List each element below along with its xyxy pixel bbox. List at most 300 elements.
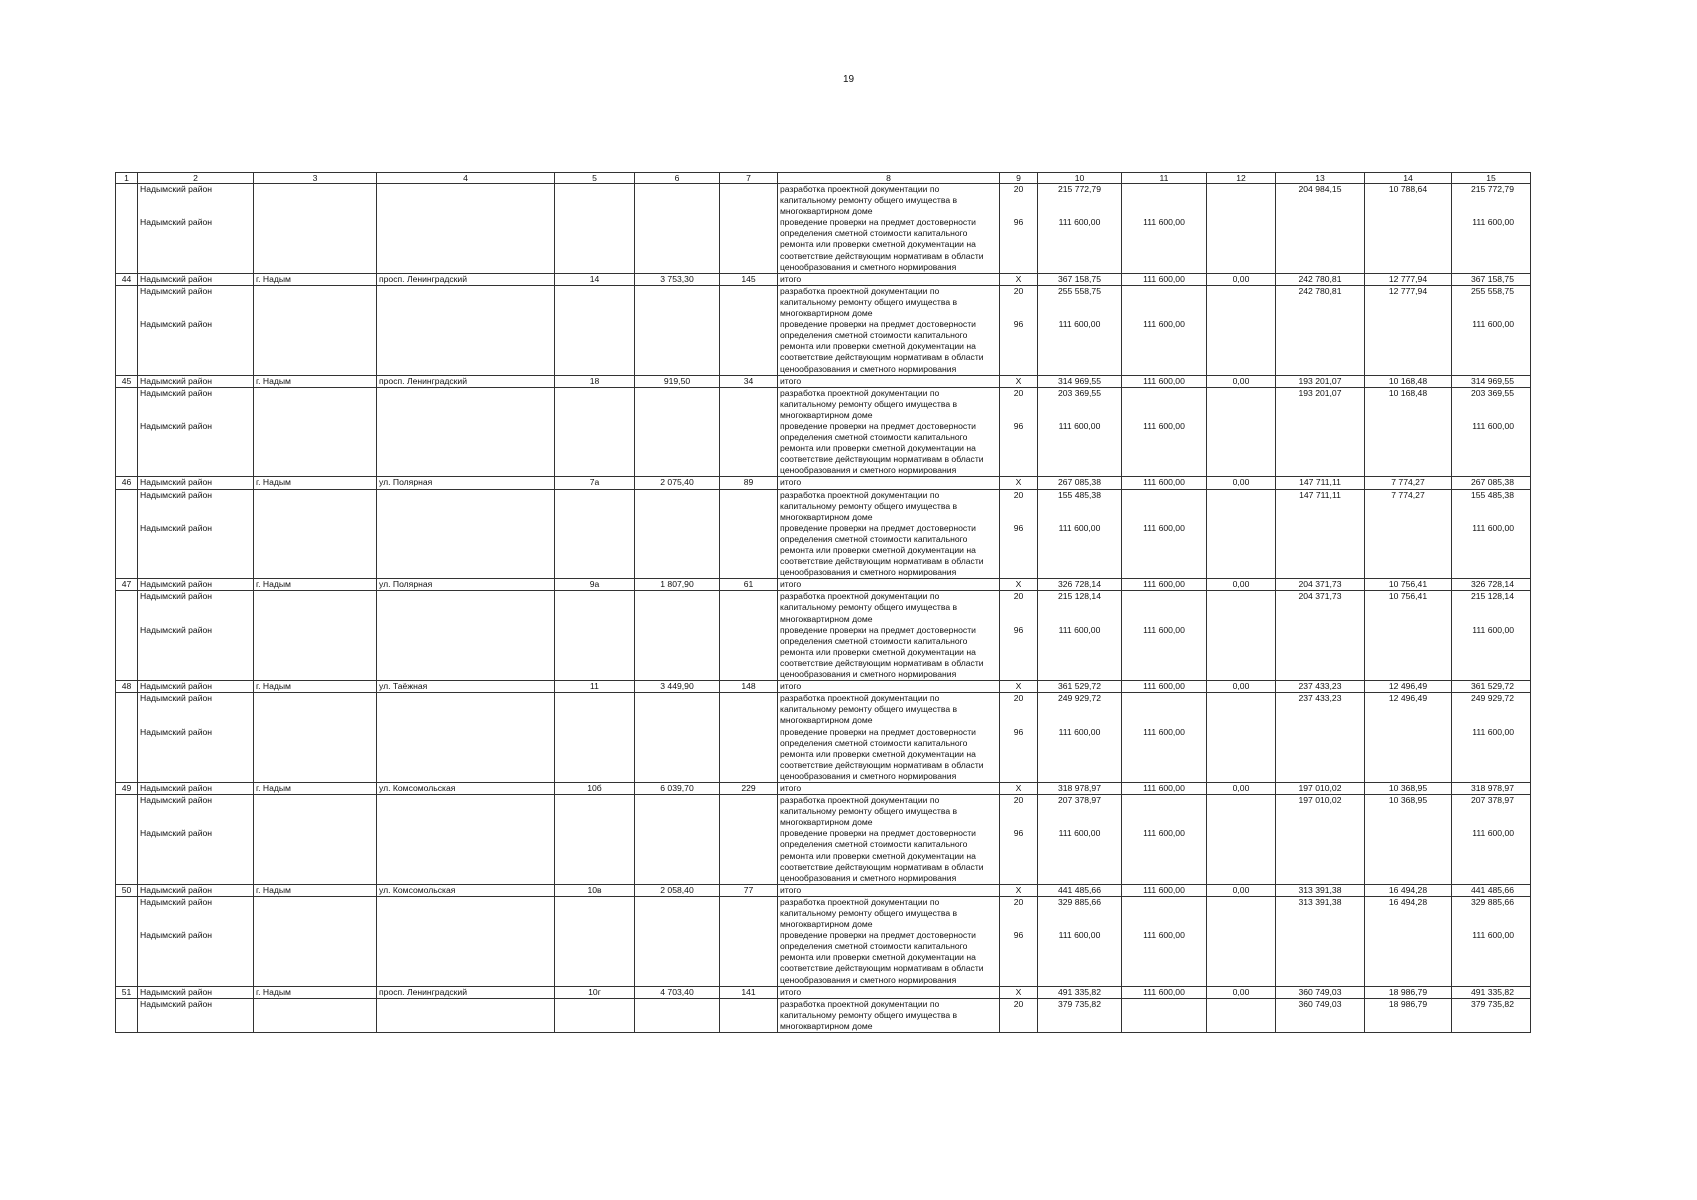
area-cell <box>635 285 720 319</box>
cost-col-13-cell: 360 749,03 <box>1276 986 1365 998</box>
cost-col-14-cell <box>1365 930 1452 986</box>
cost-col-15-cell: 379 735,82 <box>1452 998 1531 1032</box>
total-cost-cell: 111 600,00 <box>1038 421 1122 477</box>
work-type-cell: разработка проектной документации по капитальному ремонту общего имущества в многоквартирном доме <box>778 896 1000 930</box>
house-number-cell: 10г <box>555 986 635 998</box>
cost-col-12-cell <box>1207 285 1276 319</box>
cost-col-13-cell: 147 711,11 <box>1276 477 1365 489</box>
district-cell: Надымский район <box>138 795 254 829</box>
total-cost-cell: 441 485,66 <box>1038 884 1122 896</box>
work-type-cell: проведение проверки на предмет достоверности определения сметной стоимости капитального ремонта или проверки сметной документации на соответствие действующим нормативам в области ценообразования и сметного нормирования <box>778 727 1000 783</box>
street-cell <box>377 998 555 1032</box>
work-code-cell: X <box>1000 375 1038 387</box>
work-type-cell: разработка проектной документации по капитальному ремонту общего имущества в многоквартирном доме <box>778 489 1000 523</box>
cost-col-11-cell <box>1122 896 1207 930</box>
district-cell: Надымский район <box>138 591 254 625</box>
street-cell <box>377 795 555 829</box>
row-number-cell <box>116 828 138 884</box>
city-cell: г. Надым <box>254 477 377 489</box>
city-cell <box>254 285 377 319</box>
building-total-row <box>116 681 1531 693</box>
work-item-row <box>116 387 1531 421</box>
area-cell <box>635 998 720 1032</box>
cost-col-14-cell: 7 774,27 <box>1365 477 1452 489</box>
cost-col-11-cell: 111 600,00 <box>1122 375 1207 387</box>
cost-col-12-cell <box>1207 489 1276 523</box>
district-cell: Надымский район <box>138 884 254 896</box>
work-type-cell: итого <box>778 884 1000 896</box>
residents-cell <box>720 795 778 829</box>
street-cell <box>377 591 555 625</box>
work-item-row <box>116 285 1531 319</box>
residents-cell <box>720 828 778 884</box>
building-total-row <box>116 986 1531 998</box>
house-number-cell <box>555 795 635 829</box>
column-number: 7 <box>720 173 778 184</box>
cost-col-12-cell: 0,00 <box>1207 579 1276 591</box>
cost-col-12-cell <box>1207 319 1276 375</box>
street-cell <box>377 896 555 930</box>
column-number: 3 <box>254 173 377 184</box>
cost-col-14-cell: 10 756,41 <box>1365 591 1452 625</box>
residents-cell: 145 <box>720 273 778 285</box>
work-code-cell: 96 <box>1000 217 1038 273</box>
cost-col-11-cell: 111 600,00 <box>1122 625 1207 681</box>
building-total-row <box>116 375 1531 387</box>
residents-cell: 61 <box>720 579 778 591</box>
cost-col-13-cell: 242 780,81 <box>1276 285 1365 319</box>
cost-col-14-cell <box>1365 625 1452 681</box>
row-number-cell: 46 <box>116 477 138 489</box>
cost-col-15-cell: 491 335,82 <box>1452 986 1531 998</box>
district-cell: Надымский район <box>138 273 254 285</box>
cost-col-15-cell: 255 558,75 <box>1452 285 1531 319</box>
table-body <box>116 184 1531 1033</box>
work-item-row <box>116 828 1531 884</box>
work-item-row <box>116 930 1531 986</box>
cost-col-12-cell <box>1207 930 1276 986</box>
city-cell: г. Надым <box>254 375 377 387</box>
column-number-row <box>116 173 1531 184</box>
work-code-cell: 20 <box>1000 896 1038 930</box>
cost-col-15-cell: 215 772,79 <box>1452 184 1531 218</box>
repair-program-table <box>115 172 1531 1033</box>
city-cell: г. Надым <box>254 782 377 794</box>
area-cell: 4 703,40 <box>635 986 720 998</box>
cost-col-11-cell: 111 600,00 <box>1122 319 1207 375</box>
work-code-cell: 96 <box>1000 930 1038 986</box>
work-code-cell: 20 <box>1000 285 1038 319</box>
column-number: 11 <box>1122 173 1207 184</box>
district-cell: Надымский район <box>138 523 254 579</box>
column-number: 9 <box>1000 173 1038 184</box>
cost-col-12-cell: 0,00 <box>1207 884 1276 896</box>
total-cost-cell: 491 335,82 <box>1038 986 1122 998</box>
district-cell: Надымский район <box>138 727 254 783</box>
cost-col-14-cell <box>1365 421 1452 477</box>
residents-cell <box>720 727 778 783</box>
work-item-row <box>116 693 1531 727</box>
cost-col-13-cell <box>1276 523 1365 579</box>
work-item-row <box>116 727 1531 783</box>
cost-col-13-cell: 147 711,11 <box>1276 489 1365 523</box>
work-code-cell: X <box>1000 477 1038 489</box>
residents-cell <box>720 998 778 1032</box>
city-cell <box>254 319 377 375</box>
area-cell <box>635 319 720 375</box>
work-item-row <box>116 591 1531 625</box>
building-total-row <box>116 579 1531 591</box>
area-cell: 6 039,70 <box>635 782 720 794</box>
area-cell <box>635 523 720 579</box>
row-number-cell: 51 <box>116 986 138 998</box>
work-type-cell: разработка проектной документации по капитальному ремонту общего имущества в многоквартирном доме <box>778 285 1000 319</box>
city-cell <box>254 421 377 477</box>
cost-col-11-cell <box>1122 489 1207 523</box>
cost-col-12-cell <box>1207 727 1276 783</box>
total-cost-cell: 367 158,75 <box>1038 273 1122 285</box>
city-cell: г. Надым <box>254 884 377 896</box>
city-cell: г. Надым <box>254 579 377 591</box>
cost-col-15-cell: 111 600,00 <box>1452 625 1531 681</box>
area-cell: 919,50 <box>635 375 720 387</box>
cost-col-13-cell <box>1276 421 1365 477</box>
district-cell: Надымский район <box>138 285 254 319</box>
house-number-cell: 11 <box>555 681 635 693</box>
row-number-cell: 45 <box>116 375 138 387</box>
house-number-cell: 7а <box>555 477 635 489</box>
cost-col-15-cell: 111 600,00 <box>1452 828 1531 884</box>
row-number-cell <box>116 896 138 930</box>
row-number-cell <box>116 727 138 783</box>
cost-col-15-cell: 267 085,38 <box>1452 477 1531 489</box>
street-cell <box>377 489 555 523</box>
row-number-cell <box>116 591 138 625</box>
street-cell <box>377 828 555 884</box>
street-cell <box>377 625 555 681</box>
cost-col-15-cell: 215 128,14 <box>1452 591 1531 625</box>
work-item-row <box>116 217 1531 273</box>
cost-col-13-cell <box>1276 217 1365 273</box>
cost-col-14-cell: 10 368,95 <box>1365 782 1452 794</box>
district-cell: Надымский район <box>138 387 254 421</box>
residents-cell <box>720 489 778 523</box>
column-number: 1 <box>116 173 138 184</box>
total-cost-cell: 318 978,97 <box>1038 782 1122 794</box>
work-type-cell: итого <box>778 273 1000 285</box>
work-type-cell: итого <box>778 681 1000 693</box>
cost-col-14-cell: 10 756,41 <box>1365 579 1452 591</box>
work-type-cell: итого <box>778 477 1000 489</box>
city-cell <box>254 387 377 421</box>
area-cell <box>635 591 720 625</box>
cost-col-12-cell <box>1207 387 1276 421</box>
house-number-cell: 10в <box>555 884 635 896</box>
cost-col-11-cell: 111 600,00 <box>1122 273 1207 285</box>
cost-col-12-cell <box>1207 896 1276 930</box>
cost-col-13-cell: 197 010,02 <box>1276 782 1365 794</box>
row-number-cell: 48 <box>116 681 138 693</box>
work-code-cell: X <box>1000 273 1038 285</box>
house-number-cell <box>555 828 635 884</box>
street-cell <box>377 387 555 421</box>
work-code-cell: X <box>1000 986 1038 998</box>
cost-col-15-cell: 441 485,66 <box>1452 884 1531 896</box>
cost-col-12-cell <box>1207 523 1276 579</box>
cost-col-11-cell: 111 600,00 <box>1122 681 1207 693</box>
area-cell: 2 058,40 <box>635 884 720 896</box>
cost-col-15-cell: 318 978,97 <box>1452 782 1531 794</box>
cost-col-13-cell <box>1276 727 1365 783</box>
work-code-cell: 20 <box>1000 184 1038 218</box>
cost-col-14-cell <box>1365 727 1452 783</box>
residents-cell <box>720 523 778 579</box>
work-type-cell: проведение проверки на предмет достоверности определения сметной стоимости капитального ремонта или проверки сметной документации на соответствие действующим нормативам в области ценообразования и сметного нормирования <box>778 319 1000 375</box>
total-cost-cell: 314 969,55 <box>1038 375 1122 387</box>
row-number-cell: 44 <box>116 273 138 285</box>
cost-col-12-cell <box>1207 591 1276 625</box>
area-cell <box>635 693 720 727</box>
cost-col-13-cell: 242 780,81 <box>1276 273 1365 285</box>
residents-cell <box>720 217 778 273</box>
cost-col-15-cell: 249 929,72 <box>1452 693 1531 727</box>
residents-cell <box>720 421 778 477</box>
street-cell: ул. Комсомольская <box>377 782 555 794</box>
house-number-cell <box>555 489 635 523</box>
cost-col-14-cell <box>1365 217 1452 273</box>
work-code-cell: 96 <box>1000 828 1038 884</box>
work-item-row <box>116 421 1531 477</box>
work-type-cell: проведение проверки на предмет достоверности определения сметной стоимости капитального ремонта или проверки сметной документации на соответствие действующим нормативам в области ценообразования и сметного нормирования <box>778 930 1000 986</box>
column-number: 12 <box>1207 173 1276 184</box>
work-code-cell: 20 <box>1000 795 1038 829</box>
total-cost-cell: 255 558,75 <box>1038 285 1122 319</box>
district-cell: Надымский район <box>138 930 254 986</box>
work-type-cell: разработка проектной документации по капитальному ремонту общего имущества в многоквартирном доме <box>778 184 1000 218</box>
residents-cell: 148 <box>720 681 778 693</box>
street-cell: ул. Полярная <box>377 477 555 489</box>
cost-col-14-cell: 16 494,28 <box>1365 896 1452 930</box>
cost-col-11-cell <box>1122 998 1207 1032</box>
cost-col-12-cell: 0,00 <box>1207 782 1276 794</box>
total-cost-cell: 329 885,66 <box>1038 896 1122 930</box>
area-cell <box>635 828 720 884</box>
district-cell: Надымский район <box>138 217 254 273</box>
cost-col-13-cell <box>1276 828 1365 884</box>
house-number-cell <box>555 896 635 930</box>
cost-col-12-cell: 0,00 <box>1207 477 1276 489</box>
district-cell: Надымский район <box>138 998 254 1032</box>
house-number-cell <box>555 591 635 625</box>
street-cell <box>377 217 555 273</box>
cost-col-13-cell: 237 433,23 <box>1276 693 1365 727</box>
residents-cell: 141 <box>720 986 778 998</box>
area-cell <box>635 795 720 829</box>
city-cell <box>254 795 377 829</box>
total-cost-cell: 111 600,00 <box>1038 930 1122 986</box>
city-cell <box>254 591 377 625</box>
district-cell: Надымский район <box>138 625 254 681</box>
cost-col-11-cell: 111 600,00 <box>1122 828 1207 884</box>
district-cell: Надымский район <box>138 489 254 523</box>
district-cell: Надымский район <box>138 184 254 218</box>
row-number-cell <box>116 795 138 829</box>
cost-col-11-cell: 111 600,00 <box>1122 986 1207 998</box>
work-code-cell: 96 <box>1000 319 1038 375</box>
work-type-cell: проведение проверки на предмет достоверности определения сметной стоимости капитального ремонта или проверки сметной документации на соответствие действующим нормативам в области ценообразования и сметного нормирования <box>778 828 1000 884</box>
row-number-cell: 47 <box>116 579 138 591</box>
cost-col-13-cell: 313 391,38 <box>1276 896 1365 930</box>
cost-col-15-cell: 111 600,00 <box>1452 421 1531 477</box>
cost-col-11-cell: 111 600,00 <box>1122 523 1207 579</box>
row-number-cell <box>116 184 138 218</box>
work-type-cell: разработка проектной документации по капитальному ремонту общего имущества в многоквартирном доме <box>778 998 1000 1032</box>
cost-col-11-cell <box>1122 285 1207 319</box>
area-cell <box>635 489 720 523</box>
residents-cell <box>720 184 778 218</box>
residents-cell <box>720 319 778 375</box>
work-code-cell: 96 <box>1000 421 1038 477</box>
cost-col-11-cell <box>1122 591 1207 625</box>
cost-col-11-cell: 111 600,00 <box>1122 782 1207 794</box>
row-number-cell: 50 <box>116 884 138 896</box>
district-cell: Надымский район <box>138 896 254 930</box>
residents-cell: 229 <box>720 782 778 794</box>
residents-cell <box>720 693 778 727</box>
cost-col-14-cell: 12 777,94 <box>1365 273 1452 285</box>
row-number-cell <box>116 930 138 986</box>
column-number: 5 <box>555 173 635 184</box>
district-cell: Надымский район <box>138 319 254 375</box>
residents-cell: 89 <box>720 477 778 489</box>
cost-col-13-cell: 193 201,07 <box>1276 387 1365 421</box>
work-type-cell: итого <box>778 782 1000 794</box>
district-cell: Надымский район <box>138 477 254 489</box>
cost-col-12-cell <box>1207 184 1276 218</box>
cost-col-15-cell: 111 600,00 <box>1452 319 1531 375</box>
building-total-row <box>116 477 1531 489</box>
work-type-cell: проведение проверки на предмет достоверности определения сметной стоимости капитального ремонта или проверки сметной документации на соответствие действующим нормативам в области ценообразования и сметного нормирования <box>778 523 1000 579</box>
house-number-cell <box>555 625 635 681</box>
residents-cell: 34 <box>720 375 778 387</box>
work-code-cell: 20 <box>1000 489 1038 523</box>
cost-col-15-cell: 361 529,72 <box>1452 681 1531 693</box>
work-code-cell: 20 <box>1000 387 1038 421</box>
street-cell <box>377 930 555 986</box>
work-item-row <box>116 896 1531 930</box>
column-number: 13 <box>1276 173 1365 184</box>
cost-col-11-cell: 111 600,00 <box>1122 477 1207 489</box>
total-cost-cell: 207 378,97 <box>1038 795 1122 829</box>
cost-col-14-cell: 7 774,27 <box>1365 489 1452 523</box>
work-type-cell: разработка проектной документации по капитальному ремонту общего имущества в многоквартирном доме <box>778 795 1000 829</box>
work-code-cell: X <box>1000 579 1038 591</box>
residents-cell <box>720 625 778 681</box>
city-cell: г. Надым <box>254 986 377 998</box>
work-item-row <box>116 319 1531 375</box>
house-number-cell <box>555 693 635 727</box>
city-cell: г. Надым <box>254 273 377 285</box>
district-cell: Надымский район <box>138 986 254 998</box>
house-number-cell <box>555 523 635 579</box>
cost-col-15-cell: 155 485,38 <box>1452 489 1531 523</box>
area-cell <box>635 727 720 783</box>
street-cell <box>377 523 555 579</box>
house-number-cell <box>555 217 635 273</box>
house-number-cell: 14 <box>555 273 635 285</box>
work-code-cell: 20 <box>1000 591 1038 625</box>
cost-col-15-cell: 314 969,55 <box>1452 375 1531 387</box>
row-number-cell <box>116 489 138 523</box>
work-item-row <box>116 795 1531 829</box>
total-cost-cell: 111 600,00 <box>1038 319 1122 375</box>
work-code-cell: 20 <box>1000 998 1038 1032</box>
area-cell <box>635 930 720 986</box>
cost-col-13-cell <box>1276 930 1365 986</box>
total-cost-cell: 111 600,00 <box>1038 625 1122 681</box>
cost-col-12-cell <box>1207 217 1276 273</box>
cost-col-11-cell: 111 600,00 <box>1122 930 1207 986</box>
total-cost-cell: 111 600,00 <box>1038 828 1122 884</box>
column-number: 2 <box>138 173 254 184</box>
cost-col-14-cell: 18 986,79 <box>1365 986 1452 998</box>
work-type-cell: итого <box>778 375 1000 387</box>
total-cost-cell: 215 772,79 <box>1038 184 1122 218</box>
cost-col-11-cell <box>1122 184 1207 218</box>
area-cell: 3 449,90 <box>635 681 720 693</box>
cost-col-12-cell: 0,00 <box>1207 986 1276 998</box>
city-cell <box>254 217 377 273</box>
cost-col-12-cell <box>1207 795 1276 829</box>
house-number-cell <box>555 319 635 375</box>
cost-col-12-cell <box>1207 421 1276 477</box>
street-cell: ул. Полярная <box>377 579 555 591</box>
cost-col-13-cell: 204 371,73 <box>1276 579 1365 591</box>
cost-col-11-cell <box>1122 693 1207 727</box>
row-number-cell: 49 <box>116 782 138 794</box>
house-number-cell <box>555 285 635 319</box>
residents-cell <box>720 591 778 625</box>
column-number: 14 <box>1365 173 1452 184</box>
column-number: 6 <box>635 173 720 184</box>
cost-col-12-cell: 0,00 <box>1207 273 1276 285</box>
area-cell <box>635 217 720 273</box>
total-cost-cell: 111 600,00 <box>1038 217 1122 273</box>
cost-col-15-cell: 111 600,00 <box>1452 727 1531 783</box>
cost-col-13-cell: 313 391,38 <box>1276 884 1365 896</box>
city-cell <box>254 998 377 1032</box>
district-cell: Надымский район <box>138 782 254 794</box>
total-cost-cell: 326 728,14 <box>1038 579 1122 591</box>
cost-col-12-cell: 0,00 <box>1207 681 1276 693</box>
cost-col-14-cell: 10 168,48 <box>1365 387 1452 421</box>
building-total-row <box>116 273 1531 285</box>
row-number-cell <box>116 285 138 319</box>
house-number-cell <box>555 998 635 1032</box>
page-number: 19 <box>842 74 855 85</box>
cost-col-14-cell: 16 494,28 <box>1365 884 1452 896</box>
house-number-cell: 10б <box>555 782 635 794</box>
house-number-cell <box>555 930 635 986</box>
cost-col-13-cell: 237 433,23 <box>1276 681 1365 693</box>
cost-col-12-cell <box>1207 998 1276 1032</box>
residents-cell <box>720 930 778 986</box>
cost-col-14-cell: 12 496,49 <box>1365 693 1452 727</box>
column-number: 8 <box>778 173 1000 184</box>
work-code-cell: 96 <box>1000 727 1038 783</box>
district-cell: Надымский район <box>138 681 254 693</box>
work-code-cell: X <box>1000 782 1038 794</box>
